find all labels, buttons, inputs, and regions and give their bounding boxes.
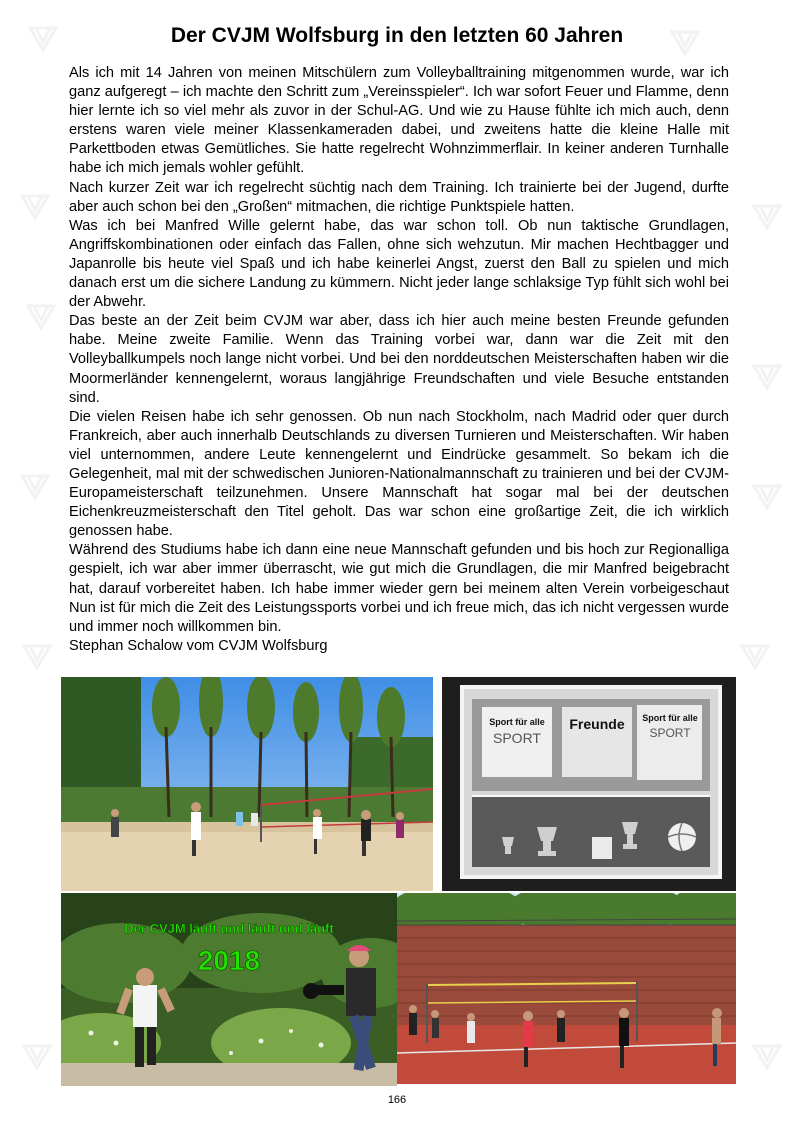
article-paragraph: Nach kurzer Zeit war ich regelrecht süchtig nach dem Training. Ich trainierte bei der Jugend, durfte aber auch schon bei den „Großen“ mitmachen, die richtige Punktspiele hatten.	[69, 179, 729, 215]
poster-text: SPORT	[649, 726, 691, 740]
watermark-logo-icon	[752, 1040, 782, 1070]
event-caption: Der CVJM läuft und läuft und läuft	[124, 921, 334, 936]
photo-running-event	[61, 893, 397, 1086]
page-title: Der CVJM Wolfsburg in den letzten 60 Jahren	[170, 24, 624, 47]
poster-text: Sport für alle	[642, 713, 698, 723]
article-body	[69, 64, 729, 656]
photo-court-volleyball	[397, 893, 736, 1084]
photo-trophy-display	[442, 677, 736, 891]
watermark-logo-icon	[752, 200, 782, 230]
watermark-logo-icon	[740, 640, 770, 670]
watermark-logo-icon	[20, 470, 50, 500]
watermark-logo-icon	[752, 480, 782, 510]
photo-beach-volleyball	[61, 677, 433, 891]
watermark-logo-icon	[22, 1040, 52, 1070]
article-paragraph: Als ich mit 14 Jahren von meinen Mitschülern zum Volleyballtraining mitgenommen wurde, war ich ganz aufgeregt – ich machte den Schritt zum „Vereinsspieler“. Ich war sofort Feuer und Flamme, denn hier lernte ich so viel mehr als zuvor in der Schul-AG. Und wie zu Hause fühlte ich mich auch, denn erstens waren viele meiner Klassenkameraden dabei, und zweitens hatte die kleine Halle mit Parkettboden etwas Gemütliches. Sie hatte regelrecht Wohnzimmerflair. In keiner anderen Turnhalle habe ich mich jemals wohler gefühlt.	[69, 65, 729, 177]
event-year: 2018	[197, 945, 261, 976]
article-paragraph: Die vielen Reisen habe ich sehr genossen. Ob nun nach Stockholm, nach Madrid oder quer durch Frankreich, aber auch innerhalb Deutschlands zu diversen Turnieren und Meisterschaften. Wir haben viel unternommen, andere Leute kennengelernt und Eindrücke gesammelt. So bekam ich die Gelegenheit, mal mit der schwedischen Junioren-Nationalmannschaft zu trainieren und bei der CVJM-Europameisterschaft teilzunehmen. Unsere Mannschaft hat sogar mal bei der deutschen Eichenkreuzmeisterschaft den Titel geholt. Das war schon eine großartige Zeit, die ich wirklich genossen habe.	[69, 408, 729, 540]
page-number: 166	[387, 1094, 407, 1106]
watermark-logo-icon	[752, 360, 782, 390]
article-signature: Stephan Schalow vom CVJM Wolfsburg	[69, 637, 328, 654]
watermark-logo-icon	[22, 640, 52, 670]
poster-text: Sport für alle	[489, 717, 545, 727]
poster-text: SPORT	[493, 730, 541, 746]
watermark-logo-icon	[26, 300, 56, 330]
article-paragraph: Während des Studiums habe ich dann eine neue Mannschaft gefunden und bis hoch zur Regionalliga gespielt, ich war aber immer überrascht, wie gut mich die Grundlagen, die mir Manfred beigebracht hat, darauf vorbereitet haben. Ich habe immer wieder gern bei meinem alten Verein vorbeigeschaut Nun ist für mich die Zeit des Leistungssports vorbei und ich freue mich, das ich nicht vergessen wurde und immer noch willkommen bin.	[69, 542, 729, 635]
article-paragraph: Das beste an der Zeit beim CVJM war aber, dass ich hier auch meine besten Freunde gefunden habe. Meine zweite Familie. Wenn das Training vorbei war, dann war die Zeit mit den Volleyballkumpels noch lange nicht vorbei. Und bei den norddeutschen Meisterschaften haben wir die Moormerländer kennengelernt, woraus langjährige Freundschaften und viele Besuche entstanden sind.	[69, 313, 729, 406]
article-paragraph: Was ich bei Manfred Wille gelernt habe, das war schon toll. Ob nun taktische Grundlagen, Angriffskombinationen oder einfach das Fallen, ohne sich wehzutun. Mir machen Hechtbagger und Japanrolle bis heute viel Spaß und ich habe keinerlei Angst, zuerst den Ball zu spielen und mich danach erst um die sichere Landung zu kümmern. Nicht jeder lange schlaksige Typ fühlt sich wohl bei der Abwehr.	[69, 217, 729, 311]
poster-text: Freunde	[569, 716, 625, 732]
watermark-logo-icon	[20, 190, 50, 220]
